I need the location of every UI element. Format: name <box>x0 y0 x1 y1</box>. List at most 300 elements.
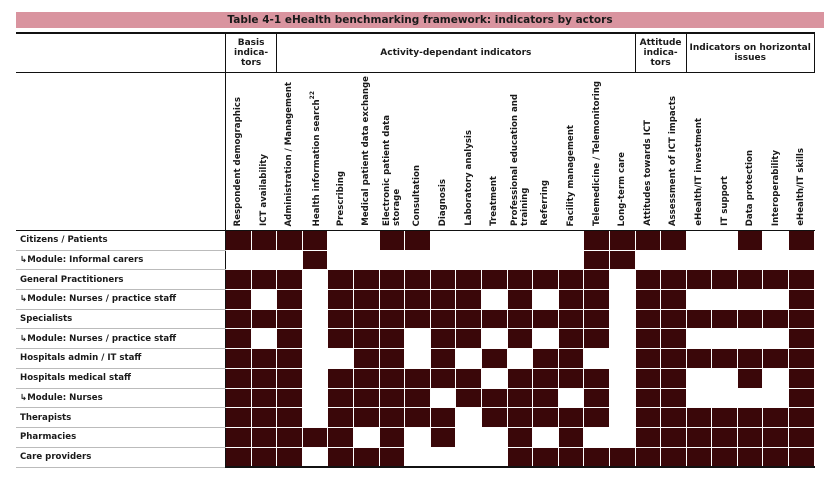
filled-cell <box>430 329 456 349</box>
column-header <box>789 73 815 231</box>
empty-cell <box>481 329 507 349</box>
row-label: Pharmacies <box>17 427 226 447</box>
table-row <box>17 447 815 467</box>
column-header-label: Diagnosis <box>438 178 449 226</box>
empty-cell <box>226 250 252 270</box>
column-header-label: eHealth/IT skills <box>796 148 807 226</box>
empty-cell <box>789 250 815 270</box>
empty-cell <box>302 447 328 467</box>
filled-cell <box>251 388 277 408</box>
filled-cell <box>584 231 610 251</box>
empty-cell <box>609 270 635 290</box>
empty-cell <box>584 349 610 369</box>
empty-cell <box>481 368 507 388</box>
filled-cell <box>353 309 379 329</box>
filled-cell <box>379 447 405 467</box>
empty-cell <box>737 329 763 349</box>
filled-cell <box>635 290 661 310</box>
filled-cell <box>737 231 763 251</box>
empty-cell <box>737 250 763 270</box>
filled-cell <box>789 329 815 349</box>
filled-cell <box>686 447 712 467</box>
filled-cell <box>737 427 763 447</box>
empty-cell <box>763 290 789 310</box>
filled-cell <box>533 270 559 290</box>
filled-cell <box>584 329 610 349</box>
filled-cell <box>226 329 252 349</box>
empty-cell <box>609 349 635 369</box>
filled-cell <box>737 447 763 467</box>
filled-cell <box>481 388 507 408</box>
empty-cell <box>430 447 456 467</box>
empty-cell <box>712 368 738 388</box>
filled-cell <box>507 368 533 388</box>
filled-cell <box>533 408 559 428</box>
filled-cell <box>789 231 815 251</box>
column-header <box>686 73 712 231</box>
empty-cell <box>763 250 789 270</box>
empty-cell <box>609 368 635 388</box>
filled-cell <box>405 388 431 408</box>
column-header-label: Attitudes towards ICT <box>642 120 653 226</box>
column-header-label: Administration / Management <box>284 81 295 226</box>
filled-cell <box>226 388 252 408</box>
empty-cell <box>763 368 789 388</box>
filled-cell <box>379 231 405 251</box>
empty-cell <box>456 447 482 467</box>
filled-cell <box>353 329 379 349</box>
column-header-label: Telemedicine / Telemonitoring <box>591 80 602 226</box>
filled-cell <box>328 447 354 467</box>
filled-cell <box>277 329 303 349</box>
empty-cell <box>635 250 661 270</box>
filled-cell <box>430 290 456 310</box>
table-row <box>17 290 815 310</box>
empty-cell <box>302 309 328 329</box>
table-row <box>17 408 815 428</box>
filled-cell <box>405 408 431 428</box>
row-label: Specialists <box>17 309 226 329</box>
filled-cell <box>661 427 687 447</box>
filled-cell <box>686 427 712 447</box>
filled-cell <box>558 368 584 388</box>
empty-cell <box>609 290 635 310</box>
filled-cell <box>226 349 252 369</box>
filled-cell <box>277 231 303 251</box>
column-header <box>456 73 482 231</box>
filled-cell <box>609 231 635 251</box>
column-header <box>507 73 533 231</box>
empty-cell <box>302 349 328 369</box>
filled-cell <box>763 427 789 447</box>
filled-cell <box>328 388 354 408</box>
filled-cell <box>328 408 354 428</box>
table-row <box>17 349 815 369</box>
filled-cell <box>661 270 687 290</box>
empty-cell <box>558 250 584 270</box>
empty-cell <box>405 349 431 369</box>
empty-cell <box>609 427 635 447</box>
filled-cell <box>737 368 763 388</box>
filled-cell <box>456 290 482 310</box>
filled-cell <box>763 447 789 467</box>
filled-cell <box>661 329 687 349</box>
filled-cell <box>686 309 712 329</box>
column-header-label: Laboratory analysis <box>463 130 474 226</box>
filled-cell <box>558 309 584 329</box>
filled-cell <box>353 408 379 428</box>
empty-cell <box>558 388 584 408</box>
empty-cell <box>584 427 610 447</box>
empty-cell <box>737 290 763 310</box>
empty-cell <box>456 408 482 428</box>
filled-cell <box>712 349 738 369</box>
empty-cell <box>481 250 507 270</box>
filled-cell <box>584 270 610 290</box>
filled-cell <box>635 427 661 447</box>
filled-cell <box>481 270 507 290</box>
filled-cell <box>661 290 687 310</box>
filled-cell <box>533 349 559 369</box>
filled-cell <box>379 270 405 290</box>
filled-cell <box>507 270 533 290</box>
column-header-label: Electronic patient data storage <box>381 114 402 226</box>
filled-cell <box>226 368 252 388</box>
filled-cell <box>277 309 303 329</box>
column-header <box>712 73 738 231</box>
filled-cell <box>328 329 354 349</box>
filled-cell <box>251 231 277 251</box>
filled-cell <box>737 309 763 329</box>
filled-cell <box>277 388 303 408</box>
filled-cell <box>712 270 738 290</box>
column-header-label: Professional education and training <box>509 93 530 226</box>
filled-cell <box>277 290 303 310</box>
empty-cell <box>328 349 354 369</box>
filled-cell <box>353 349 379 369</box>
table-title: Table 4-1 eHealth benchmarking framework: indicators by actors <box>16 12 824 28</box>
empty-cell <box>737 388 763 408</box>
column-header <box>251 73 277 231</box>
filled-cell <box>353 388 379 408</box>
empty-cell <box>609 408 635 428</box>
table-row <box>17 309 815 329</box>
row-label: ↳Module: Nurses <box>17 388 226 408</box>
empty-cell <box>609 388 635 408</box>
column-header-label: Treatment <box>489 176 500 226</box>
filled-cell <box>379 349 405 369</box>
filled-cell <box>226 290 252 310</box>
column-header <box>584 73 610 231</box>
filled-cell <box>379 427 405 447</box>
filled-cell <box>481 349 507 369</box>
empty-cell <box>251 290 277 310</box>
filled-cell <box>456 368 482 388</box>
filled-cell <box>405 231 431 251</box>
filled-cell <box>251 427 277 447</box>
group-attitude: Attitude indica- tors <box>635 33 686 73</box>
column-header <box>328 73 354 231</box>
filled-cell <box>789 349 815 369</box>
empty-cell <box>533 329 559 349</box>
column-header-label: Consultation <box>412 164 423 226</box>
empty-cell <box>533 250 559 270</box>
empty-cell <box>712 388 738 408</box>
row-label: Hospitals medical staff <box>17 368 226 388</box>
column-header-label: Respondent demographics <box>233 96 244 226</box>
column-header <box>635 73 661 231</box>
filled-cell <box>430 309 456 329</box>
group-basis: Basis indica- tors <box>226 33 277 73</box>
corner-cell <box>17 33 226 73</box>
row-label: ↳Module: Nurses / practice staff <box>17 329 226 349</box>
empty-cell <box>481 447 507 467</box>
filled-cell <box>533 368 559 388</box>
filled-cell <box>737 270 763 290</box>
empty-cell <box>686 368 712 388</box>
filled-cell <box>763 309 789 329</box>
filled-cell <box>635 447 661 467</box>
filled-cell <box>789 290 815 310</box>
column-header <box>302 73 328 231</box>
filled-cell <box>507 388 533 408</box>
empty-cell <box>353 427 379 447</box>
filled-cell <box>584 408 610 428</box>
filled-cell <box>507 290 533 310</box>
filled-cell <box>277 349 303 369</box>
filled-cell <box>789 309 815 329</box>
empty-cell <box>430 231 456 251</box>
filled-cell <box>686 349 712 369</box>
filled-cell <box>661 309 687 329</box>
column-header <box>609 73 635 231</box>
table-row <box>17 329 815 349</box>
filled-cell <box>789 427 815 447</box>
filled-cell <box>277 408 303 428</box>
filled-cell <box>379 408 405 428</box>
filled-cell <box>507 329 533 349</box>
column-header <box>661 73 687 231</box>
filled-cell <box>379 329 405 349</box>
filled-cell <box>226 427 252 447</box>
empty-cell <box>328 250 354 270</box>
filled-cell <box>328 270 354 290</box>
filled-cell <box>456 329 482 349</box>
filled-cell <box>456 270 482 290</box>
filled-cell <box>609 250 635 270</box>
filled-cell <box>661 447 687 467</box>
empty-cell <box>686 388 712 408</box>
filled-cell <box>661 368 687 388</box>
empty-cell <box>507 250 533 270</box>
column-header <box>353 73 379 231</box>
filled-cell <box>379 290 405 310</box>
filled-cell <box>251 270 277 290</box>
filled-cell <box>789 388 815 408</box>
filled-cell <box>302 231 328 251</box>
filled-cell <box>328 290 354 310</box>
filled-cell <box>379 368 405 388</box>
column-header <box>379 73 405 231</box>
filled-cell <box>558 447 584 467</box>
filled-cell <box>328 427 354 447</box>
filled-cell <box>507 408 533 428</box>
filled-cell <box>635 408 661 428</box>
filled-cell <box>533 447 559 467</box>
filled-cell <box>430 368 456 388</box>
empty-cell <box>712 290 738 310</box>
filled-cell <box>277 368 303 388</box>
filled-cell <box>661 388 687 408</box>
filled-cell <box>635 309 661 329</box>
filled-cell <box>430 427 456 447</box>
filled-cell <box>558 329 584 349</box>
row-label: Care providers <box>17 447 226 467</box>
filled-cell <box>302 427 328 447</box>
empty-cell <box>763 329 789 349</box>
filled-cell <box>558 427 584 447</box>
filled-cell <box>430 349 456 369</box>
empty-cell <box>405 427 431 447</box>
filled-cell <box>251 408 277 428</box>
column-header-label: Assessment of ICT impacts <box>668 95 679 226</box>
filled-cell <box>584 447 610 467</box>
empty-cell <box>481 427 507 447</box>
table-row <box>17 368 815 388</box>
row-label: Citizens / Patients <box>17 231 226 251</box>
filled-cell <box>481 408 507 428</box>
corner-cell-2 <box>17 73 226 231</box>
column-header-label: Health information search$^{22}$ <box>309 90 323 226</box>
table-row <box>17 270 815 290</box>
filled-cell <box>507 427 533 447</box>
filled-cell <box>481 309 507 329</box>
empty-cell <box>353 250 379 270</box>
filled-cell <box>251 309 277 329</box>
filled-cell <box>763 270 789 290</box>
filled-cell <box>226 270 252 290</box>
empty-cell <box>456 250 482 270</box>
filled-cell <box>686 270 712 290</box>
empty-cell <box>302 329 328 349</box>
filled-cell <box>558 349 584 369</box>
filled-cell <box>405 270 431 290</box>
empty-cell <box>686 290 712 310</box>
filled-cell <box>226 447 252 467</box>
filled-cell <box>430 408 456 428</box>
column-header-label: Long-term care <box>617 151 628 226</box>
empty-cell <box>430 250 456 270</box>
filled-cell <box>251 349 277 369</box>
empty-cell <box>456 349 482 369</box>
empty-cell <box>712 231 738 251</box>
row-label: ↳Module: Informal carers <box>17 250 226 270</box>
filled-cell <box>712 408 738 428</box>
column-header-label: ICT availability <box>258 154 269 226</box>
empty-cell <box>507 349 533 369</box>
column-header <box>763 73 789 231</box>
filled-cell <box>661 349 687 369</box>
empty-cell <box>456 427 482 447</box>
filled-cell <box>584 290 610 310</box>
empty-cell <box>686 250 712 270</box>
filled-cell <box>430 270 456 290</box>
filled-cell <box>533 388 559 408</box>
filled-cell <box>533 309 559 329</box>
filled-cell <box>609 447 635 467</box>
column-header-label: eHealth/IT investment <box>693 118 704 226</box>
filled-cell <box>789 368 815 388</box>
empty-cell <box>430 388 456 408</box>
empty-cell <box>405 447 431 467</box>
row-label: Hospitals admin / IT staff <box>17 349 226 369</box>
filled-cell <box>405 309 431 329</box>
filled-cell <box>635 270 661 290</box>
empty-cell <box>302 408 328 428</box>
filled-cell <box>635 349 661 369</box>
column-header-label: Prescribing <box>335 170 346 226</box>
empty-cell <box>405 329 431 349</box>
group-horizontal: Indicators on horizontal issues <box>686 33 814 73</box>
column-header <box>430 73 456 231</box>
filled-cell <box>226 309 252 329</box>
empty-cell <box>686 231 712 251</box>
empty-cell <box>712 329 738 349</box>
filled-cell <box>558 408 584 428</box>
filled-cell <box>405 290 431 310</box>
filled-cell <box>405 368 431 388</box>
empty-cell <box>328 231 354 251</box>
empty-cell <box>558 231 584 251</box>
table-row <box>17 427 815 447</box>
column-header <box>226 73 252 231</box>
empty-cell <box>507 231 533 251</box>
table-row <box>17 231 815 251</box>
row-label: ↳Module: Nurses / practice staff <box>17 290 226 310</box>
column-header-label: Interoperability <box>770 149 781 226</box>
filled-cell <box>251 447 277 467</box>
empty-cell <box>251 329 277 349</box>
empty-cell <box>302 368 328 388</box>
filled-cell <box>353 290 379 310</box>
filled-cell <box>763 349 789 369</box>
empty-cell <box>712 250 738 270</box>
empty-cell <box>302 290 328 310</box>
filled-cell <box>507 309 533 329</box>
empty-cell <box>353 231 379 251</box>
filled-cell <box>456 309 482 329</box>
filled-cell <box>226 231 252 251</box>
filled-cell <box>353 270 379 290</box>
column-header <box>558 73 584 231</box>
filled-cell <box>353 368 379 388</box>
empty-cell <box>456 231 482 251</box>
empty-cell <box>277 250 303 270</box>
filled-cell <box>558 270 584 290</box>
filled-cell <box>712 427 738 447</box>
empty-cell <box>686 329 712 349</box>
empty-cell <box>379 250 405 270</box>
column-header <box>533 73 559 231</box>
filled-cell <box>635 368 661 388</box>
filled-cell <box>789 408 815 428</box>
filled-cell <box>737 349 763 369</box>
filled-cell <box>712 309 738 329</box>
column-header-label: Medical patient data exchange <box>361 76 372 226</box>
filled-cell <box>584 368 610 388</box>
column-header <box>405 73 431 231</box>
empty-cell <box>405 250 431 270</box>
